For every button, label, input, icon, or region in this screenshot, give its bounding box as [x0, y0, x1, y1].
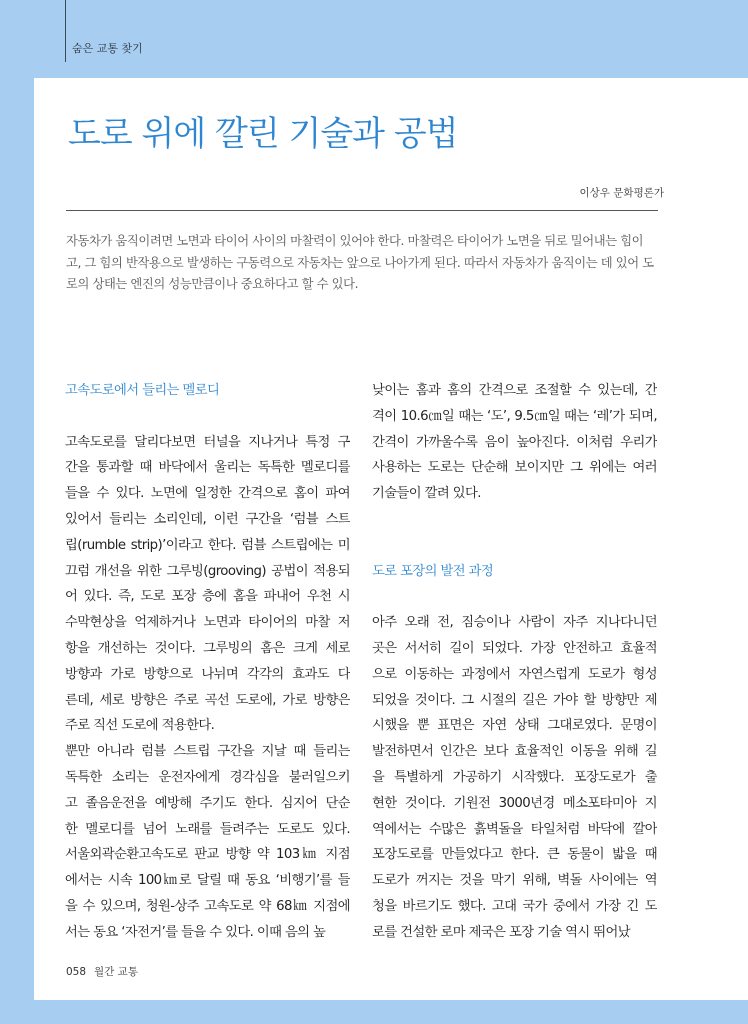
right-column [372, 378, 657, 946]
left-column [65, 378, 350, 946]
text-line: 서는 동요 ‘자전거’를 들을 수 있다. 이때 음의 높 [65, 924, 326, 940]
text-line: 수막현상을 억제하거나 노면과 타이어의 마찰 저 [65, 615, 350, 631]
text-line: 을 특별하게 가공하기 시작했다. 포장도로가 출 [372, 769, 657, 785]
text-line: 발전하면서 인간은 보다 효율적인 이동을 위해 길 [372, 744, 657, 760]
subheading-pavement: 도로 포장의 발전 과정 [372, 563, 494, 579]
article-lead: 자동차가 움직이려면 노면과 타이어 사이의 마찰력이 있어야 한다. 마찰력은 타이어가 노면을 뒤로 밀어내는 힘이고, 그 힘의 반작용으로 발생하는 구동력으로 자동차는 앞으로 나아가게 된다. 따라서 자동차가 움직이는 데 있어 도로의 상태는 엔진의 성능만큼이나 중요하다고 할 수 있다. [66, 234, 654, 291]
text-line: 도로가 꺼지는 것을 막기 위해, 벽돌 사이에는 역 [372, 873, 657, 889]
section-label: 숨은 교통 찾기 [72, 42, 143, 55]
article-page [34, 78, 748, 1000]
title-rule [66, 210, 658, 211]
text-line: 낮이는 홈과 홈의 간격으로 조절할 수 있는데, 간 [372, 383, 657, 398]
text-line: 로를 건설한 로마 제국은 포장 기술 역시 뛰어났 [372, 924, 631, 940]
text-line: 으로 이동하는 과정에서 자연스럽게 도로가 형성 [372, 666, 657, 682]
text-line: 격이 10.6㎝일 때는 ‘도’, 9.5㎝일 때는 ‘레’가 되며, [372, 408, 657, 424]
right-column-body-top [372, 378, 657, 507]
page-number: 058 [66, 966, 87, 978]
text-line: 독특한 소리는 운전자에게 경각심을 불러일으키 [65, 769, 350, 785]
publication-name: 월간 교통 [94, 966, 138, 978]
top-band [0, 0, 748, 78]
text-line: 에서는 시속 100㎞로 달릴 때 동요 ‘비행기’를 들 [65, 873, 350, 889]
text-line: 한 멜로디를 넘어 노래를 들려주는 도로도 있다. [65, 821, 350, 837]
text-line: 고속도로를 달리다보면 터널을 지나거나 특정 구 [65, 434, 350, 450]
text-line: 고 졸음운전을 예방해 주기도 한다. 심지어 단순 [65, 795, 350, 811]
text-line: 을 수 있으며, 청원-상주 고속도로 약 68㎞ 지점에 [65, 898, 350, 914]
left-column-body [65, 430, 350, 946]
text-line: 간격이 가까울수록 음이 높아진다. 이처럼 우리가 [372, 434, 657, 450]
text-line: 포장도로를 만들었다고 한다. 큰 동물이 밟을 때 [372, 847, 657, 863]
text-line: 기술들이 깔려 있다. [372, 486, 481, 502]
text-line: 들을 수 있다. 노면에 일정한 간격으로 홈이 파여 [65, 486, 350, 502]
text-line: 주로 직선 도로에 적용한다. [65, 718, 215, 734]
text-line: 청을 바르기도 했다. 고대 국가 중에서 가장 긴 도 [372, 898, 657, 914]
text-line: 시했을 뿐 표면은 자연 상태 그대로였다. 문명이 [372, 718, 657, 734]
text-line: 방향과 가로 방향으로 나뉘며 각각의 효과도 다 [65, 666, 350, 682]
text-line: 되었을 것이다. 그 시절의 길은 가야 할 방향만 제 [372, 692, 657, 708]
article-author: 이상우 문화평론가 [579, 187, 664, 199]
text-line: 아주 오래 전, 짐승이나 사람이 자주 지나다니던 [372, 615, 657, 631]
text-line: 어 있다. 즉, 도로 포장 층에 홈을 파내어 우천 시 [65, 589, 350, 605]
right-column-body-bottom [372, 610, 657, 945]
text-line: 현한 것이다. 기원전 3000년경 메소포타미아 지 [372, 795, 657, 811]
text-line: 있어서 들리는 소리인데, 이런 구간을 ‘럼블 스트 [65, 511, 350, 527]
text-line: 끄럼 개선을 위한 그루빙(grooving) 공법이 적용되 [65, 563, 350, 579]
text-line: 른데, 세로 방향은 주로 곡선 도로에, 가로 방향은 [65, 692, 350, 708]
text-line: 간을 통과할 때 바닥에서 울리는 독특한 멜로디를 [65, 460, 350, 476]
article-title: 도로 위에 깔린 기술과 공법 [68, 114, 458, 154]
text-line: 역에서는 수많은 흙벽돌을 타일처럼 바닥에 깔아 [372, 821, 657, 837]
section-divider [65, 0, 66, 62]
text-line: 사용하는 도로는 단순해 보이지만 그 위에는 여러 [372, 460, 657, 476]
text-line: 서울외곽순환고속도로 판교 방향 약 103㎞ 지점 [65, 847, 350, 863]
text-line: 항을 개선하는 것이다. 그루빙의 홈은 크게 세로 [65, 640, 350, 656]
text-line: 곳은 서서히 길이 되었다. 가장 안전하고 효율적 [372, 640, 657, 656]
text-line: 립(rumble strip)’이라고 한다. 럼블 스트립에는 미 [65, 537, 350, 553]
text-line: 뿐만 아니라 럼블 스트립 구간을 지날 때 들리는 [65, 744, 350, 760]
page-footer [66, 964, 138, 979]
subheading-melody: 고속도로에서 들리는 멜로디 [65, 383, 220, 398]
